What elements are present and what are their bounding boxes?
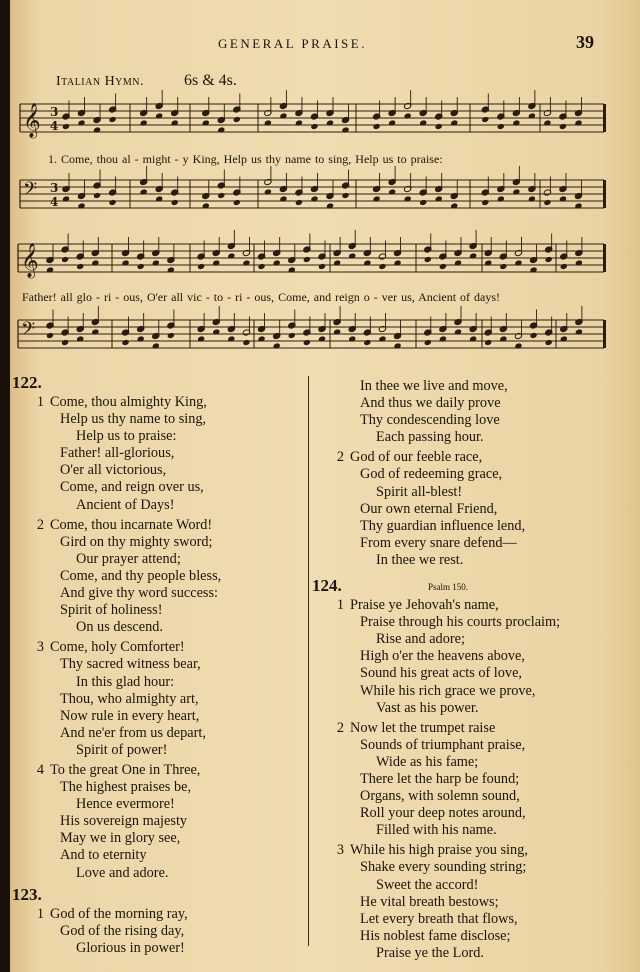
verse-line: Thou, who almighty art, [60,690,199,707]
verse-line: Wide as his fame; [376,753,479,770]
verse-line [310,720,610,737]
stanza [10,517,306,637]
note-head [575,328,583,335]
stanza-number: 2 [336,449,344,466]
note-head [363,339,371,346]
note-head [167,332,175,339]
note-head [288,266,296,273]
verse-line: And to eternity [60,847,147,864]
hymn-number: 122. [12,373,42,392]
note-head [530,266,538,273]
note-head [543,199,551,206]
note-head [155,112,163,119]
note-head [388,119,396,126]
note-head [373,123,381,130]
verse-line: May we in glory see, [60,830,181,847]
verse-line: Filled with his name. [376,822,497,839]
stanza [310,720,610,840]
note-head [137,263,145,270]
verse-line: Spirit of power! [76,741,168,758]
note-head [258,335,266,342]
note-head [484,339,492,346]
note-head [273,259,281,266]
verse-line: Ancient of Days! [76,496,175,513]
running-head: GENERAL PRAISE. [218,36,367,51]
verse-line: Help us thy name to sing, [60,411,207,428]
note-head [574,202,582,209]
verse-line: Our own eternal Friend, [360,500,498,517]
note-head [137,335,145,342]
note-head [512,188,520,195]
verse-line: Gird on thy mighty sword; [60,533,213,550]
verse-line: And ne'er from us depart, [60,724,206,741]
note-head [419,119,427,126]
note-head [288,332,296,339]
note-head [378,263,386,270]
page-number: 39 [576,32,594,52]
final-bar [603,104,606,132]
verse-line: The highest praises be, [60,779,192,796]
verse-line: Now rule in every heart, [60,707,200,724]
note-head [394,342,402,349]
note-head [212,259,220,266]
verse-line: His noblest fame disclose; [360,927,511,944]
hymn-122-stanzas [10,394,306,882]
note-head [93,126,101,133]
note-head [394,259,402,266]
verse-line: Come, and reign over us, [60,479,204,496]
note-head [404,195,412,202]
hymn-number: 124. [312,576,342,596]
stanza-number: 3 [36,639,44,656]
verse-line: Organs, with solemn sound, [360,788,520,805]
verse-line: On us descend. [76,619,163,636]
verse-line: Shake every sounding string; [360,859,527,876]
note-head [61,256,69,263]
note-head [348,252,356,259]
verse-line: While his rich grace we prove, [360,682,536,699]
note-head [140,188,148,195]
verse-line [10,639,306,656]
verse-line: Praise ye the Lord. [376,944,484,961]
hymn-123 [10,886,306,906]
verse-line: Sounds of triumphant praise, [360,736,526,753]
verse-line-text: Come, thou incarnate Word! [50,516,213,533]
time-signature-top: 3 [50,181,59,195]
verse-line: Thy sacred witness bear, [60,656,201,673]
time-signature-bottom: 4 [50,119,59,133]
verse-line: God of the rising day, [60,922,185,939]
treble-clef: 𝄞 [23,103,41,138]
note-head [333,259,341,266]
note-head [279,195,287,202]
stanza-continued [310,378,610,446]
note-head [530,332,538,339]
stanza [10,762,306,882]
note-head [171,199,179,206]
hymn-124-stanzas [310,597,610,962]
stanza [310,842,610,962]
bass-clef: 𝄢 [23,179,38,204]
note-head [388,188,396,195]
verse-line [10,517,306,534]
note-head [217,126,225,133]
verse-line: His sovereign majesty [60,813,188,830]
hymn-123-stanzas-left [10,906,306,957]
verse-line: Our prayer attend; [76,550,181,567]
note-head [233,199,241,206]
verse-line: Love and adore. [76,864,169,881]
note-head [469,252,477,259]
note-head [46,332,54,339]
stanza-number: 2 [36,516,44,533]
note-head [310,123,318,130]
hymn-column-left [10,374,306,960]
verse-line: Come, and thy people bless, [60,567,222,584]
note-head [450,202,458,209]
note-head [227,335,235,342]
note-head [575,259,583,266]
verse-line: Spirit all-blest! [376,483,463,500]
verse-line [310,597,610,614]
note-head [560,335,568,342]
verse-line: Roll your deep notes around, [360,805,526,822]
note-head [295,119,303,126]
note-head [481,116,489,123]
note-head [512,119,520,126]
note-head [279,112,287,119]
verse-line: Thy condescending love [360,412,500,429]
note-head [264,188,272,195]
note-head [439,263,447,270]
tune-lyric-line-1: 1. Come, thou al - might - y King, Help us thy name to sing, Help us to praise: [48,152,443,166]
note-head [91,328,99,335]
verse-line-text: Praise ye Jehovah's name, [350,597,499,614]
note-head [152,259,160,266]
note-head [295,199,303,206]
note-head [326,119,334,126]
verse-line: Praise through his courts proclaim; [360,614,561,631]
note-head [91,259,99,266]
stanza-number: 4 [36,761,44,778]
verse-line-text: Come, thou almighty King, [50,394,207,410]
note-head [122,259,130,266]
verse-line: Each passing hour. [376,429,484,446]
note-head [574,119,582,126]
note-head [46,266,54,273]
hymn-124 [310,577,610,597]
hymn-column-right [310,378,610,965]
note-head [242,259,250,266]
note-head [264,119,272,126]
verse-line [10,906,306,923]
note-head [122,339,130,346]
verse-line: Hence evermore! [76,796,175,813]
verse-line: Sweet the accord! [376,876,479,893]
stanza [10,394,306,514]
stanza-number: 1 [336,597,344,614]
note-head [333,328,341,335]
verse-line-text: Now let the trumpet raise [350,719,496,736]
note-head [326,202,334,209]
note-head [152,342,160,349]
verse-line-text: God of the morning ray, [50,905,188,922]
bass-clef: 𝄢 [21,319,36,344]
note-head [484,259,492,266]
final-bar [603,180,606,208]
note-head [424,256,432,263]
note-head [348,335,356,342]
note-head [76,263,84,270]
verse-line: O'er all victorious, [60,462,167,479]
note-head [454,259,462,266]
note-head [61,339,69,346]
note-head [197,263,205,270]
verse-line: Let every breath that flows, [360,910,518,927]
note-head [559,123,567,130]
note-head [109,116,117,123]
note-head [109,199,117,206]
note-head [514,342,522,349]
verse-line-text: To the great One in Three, [50,761,201,778]
verse-line: Vast as his power. [376,699,479,716]
note-head [450,119,458,126]
note-head [197,335,205,342]
verse-line-text: While his high praise you sing, [350,842,528,859]
note-head [171,119,179,126]
verse-line: From every snare defend— [360,534,517,551]
note-head [543,119,551,126]
stanza [310,449,610,569]
note-head [155,195,163,202]
verse-line: Spirit of holiness! [60,602,163,619]
verse-line-text: Come, holy Comforter! [50,639,185,656]
final-bar [603,320,606,348]
note-head [227,252,235,259]
verse-line: In this glad hour: [76,673,175,690]
note-head [62,123,70,130]
note-head [212,328,220,335]
note-head [77,202,85,209]
verse-line: Thy guardian influence lend, [360,517,526,534]
note-head [62,195,70,202]
verse-line: God of redeeming grace, [360,466,503,483]
column-divider [308,376,309,946]
note-head [424,339,432,346]
verse-line [310,842,610,859]
note-head [202,119,210,126]
note-head [545,256,553,263]
verse-line: Father! all-glorious, [60,445,175,462]
verse-line: High o'er the heavens above, [360,648,525,665]
note-head [378,335,386,342]
note-head [258,263,266,270]
note-head [140,119,148,126]
note-head [310,195,318,202]
verse-line: Sound his great acts of love, [360,665,522,682]
hymn-number: 123. [12,884,42,904]
tune-title: Italian Hymn. [56,74,145,89]
verse-line: There let the harp be found; [360,770,520,787]
verse-line: And give thy word success: [60,585,219,602]
note-head [233,116,241,123]
note-head [341,126,349,133]
note-head [76,335,84,342]
stanza [10,906,306,957]
time-signature-top: 3 [50,105,59,119]
stanza-number: 1 [36,394,44,410]
note-head [560,263,568,270]
note-head [499,335,507,342]
note-head [514,259,522,266]
time-signature-bottom: 4 [50,195,59,209]
note-head [77,119,85,126]
verse-line-text: God of our feeble race, [350,449,483,466]
verse-line: Help us to praise: [76,428,177,445]
verse-line [10,762,306,779]
note-head [202,202,210,209]
note-head [469,335,477,342]
note-head [167,266,175,273]
tune-meter: 6s & 4s. [184,72,237,89]
note-head [499,263,507,270]
note-head [318,335,326,342]
note-head [303,339,311,346]
stanza-number: 2 [336,719,344,736]
note-head [363,259,371,266]
music-score [0,0,640,372]
final-bar [603,244,606,272]
note-head [93,192,101,199]
verse-line: In thee we rest. [376,551,464,568]
hymn-122 [10,374,306,394]
stanza [10,639,306,759]
note-head [217,192,225,199]
note-head [303,256,311,263]
verse-line: Glorious in power! [76,939,185,956]
verse-line: He vital breath bestows; [360,893,499,910]
note-head [273,342,281,349]
stanza-number: 1 [36,905,44,922]
note-head [435,123,443,130]
note-head [481,199,489,206]
verse-line: And thus we daily prove [360,395,501,412]
note-head [242,339,250,346]
note-head [419,199,427,206]
note-head [497,195,505,202]
verse-line [310,449,610,466]
note-head [528,195,536,202]
verse-line: Rise and adore; [376,631,465,648]
hymn-123-stanzas-right [310,378,610,569]
treble-clef: 𝄞 [21,243,39,278]
note-head [545,339,553,346]
note-head [404,112,412,119]
note-head [528,112,536,119]
note-head [435,195,443,202]
tune-lyric-line-2: Father! all glo - ri - ous, O'er all vic - to - ri - ous, Come, and reign o - ver us, Ancient of days! [22,290,501,304]
hymn-source: Psalm 150. [428,582,469,593]
verse-line: In thee we live and move, [360,378,508,394]
note-head [559,195,567,202]
note-head [373,195,381,202]
note-head [318,263,326,270]
note-head [439,335,447,342]
note-head [341,192,349,199]
note-head [454,328,462,335]
note-head [497,123,505,130]
stanza [310,597,610,717]
stanza-number: 3 [336,842,344,859]
verse-line [10,394,306,411]
